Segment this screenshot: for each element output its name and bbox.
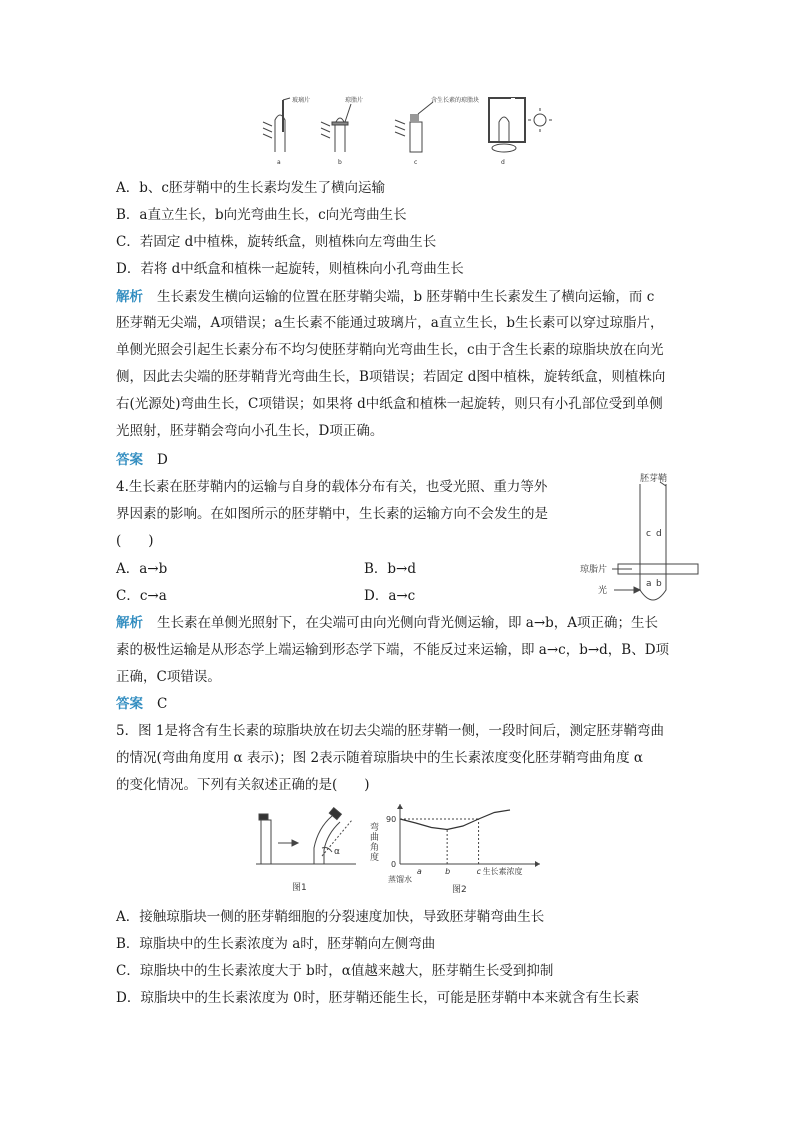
q5-option-b: B．琼脂块中的生长素浓度为 a时，胚芽鞘向左侧弯曲: [116, 936, 436, 952]
label-agar-block: 含生长素的琼脂块: [431, 97, 480, 104]
label-a: a: [277, 159, 281, 166]
figure-coleoptile-setups: [245, 92, 565, 172]
q3-option-d: D．若将 d中纸盒和植株一起旋转，则植株向小孔弯曲生长: [116, 261, 464, 277]
chart-xlabel: 生长素浓度: [482, 867, 523, 876]
analysis-tag: 解析: [116, 615, 143, 631]
figure-q5-fig2-chart: [370, 800, 550, 896]
chart-y-arrow: [397, 804, 403, 809]
q3-analysis-line-1: 解析 生长素发生横向运输的位置在胚芽鞘尖端，b 胚芽鞘中生长素发生了横向运输，而 c: [116, 289, 655, 305]
chart-ylabel-2: 曲: [370, 833, 380, 843]
q5-stem-line-1: 5．图 1是将含有生长素的琼脂块放在切去尖端的胚芽鞘一侧，一段时间后，测定胚芽鞘弯曲: [116, 723, 664, 739]
chart-series-line: [400, 810, 510, 830]
fig4-a: a: [646, 579, 652, 589]
chart-xtick-c: c: [476, 867, 481, 876]
fig4-c: c: [646, 529, 651, 539]
q4-option-a: A．a→b: [116, 561, 168, 577]
chart-x-origin-label: 蒸馏水: [388, 875, 412, 884]
q4-answer: 答案 C: [116, 696, 168, 712]
q3-analysis-line-4: 侧，因此去尖端的胚芽鞘背光弯曲生长，B项错误；若固定 d图中植株，旋转纸盒，则植株向: [116, 369, 666, 385]
q4-analysis-line-2: 素的极性运输是从形态学上端运输到形态学下端，不能反过来运输，即 a→c，b→d，B、D项: [116, 642, 670, 658]
chart-ylabel-4: 度: [370, 853, 380, 863]
fig4-title: 胚芽鞘: [640, 474, 668, 484]
q3-option-a: A．b、c胚芽鞘中的生长素均发生了横向运输: [116, 180, 385, 196]
chart-ylabel-1: 弯: [370, 823, 380, 833]
fig4-b: b: [656, 579, 662, 589]
analysis-tag: 解析: [116, 289, 143, 305]
figure-q5-fig1: [256, 806, 366, 896]
answer-tag: 答案: [116, 452, 143, 468]
q4-option-d: D．a→c: [364, 588, 416, 604]
q4-stem-line-1: 4.生长素在胚芽鞘内的运输与自身的载体分布有关，也受光照、重力等外: [116, 479, 548, 495]
q4-analysis-line-1: 解析 生长素在单侧光照射下，在尖端可由向光侧向背光侧运输，即 a→b，A项正确；生长: [116, 615, 659, 631]
chart-ylabel-3: 角: [370, 843, 380, 853]
fig4-d: d: [656, 529, 662, 539]
q3-analysis-line-5: 右(光源处)弯曲生长，C项错误；如果将 d中纸盒和植株一起旋转，则只有小孔部位受到单侧: [116, 396, 663, 412]
q4-option-b: B．b→d: [364, 561, 417, 577]
q5-stem-line-2: 的情况(弯曲角度用 α 表示)；图 2表示随着琼脂块中的生长素浓度变化胚芽鞘弯曲角度 α: [116, 750, 644, 766]
label-b: b: [338, 159, 342, 166]
label-agar: 琼脂片: [345, 97, 364, 104]
fig1-alpha: α: [334, 847, 340, 857]
chart-ytick-90: 90: [386, 815, 397, 824]
chart-xtick-a: a: [416, 867, 422, 876]
figure-coleoptile-agar: [580, 472, 700, 612]
label-c: c: [414, 159, 418, 166]
chart-ytick-0: 0: [391, 860, 397, 869]
q3-answer: 答案 D: [116, 452, 168, 468]
q5-option-a: A．接触琼脂块一侧的胚芽鞘细胞的分裂速度加快，导致胚芽鞘弯曲生长: [116, 909, 545, 925]
label-glass: 玻璃片: [292, 97, 311, 104]
q3-option-c: C．若固定 d中植株，旋转纸盒，则植株向左弯曲生长: [116, 234, 437, 250]
fig1-caption: 图1: [292, 883, 307, 893]
chart-x-arrow: [535, 861, 540, 867]
fig4-light: 光: [598, 586, 608, 596]
q4-stem-line-3: ( ): [116, 533, 154, 549]
q4-analysis-line-3: 正确，C项错误。: [116, 669, 221, 685]
q3-analysis-line-2: 胚芽鞘无尖端，A项错误；a生长素不能通过玻璃片，a直立生长，b生长素可以穿过琼脂片，: [116, 315, 664, 331]
answer-tag: 答案: [116, 696, 143, 712]
fig4-agar: 琼脂片: [580, 565, 608, 575]
q3-option-b: B．a直立生长，b向光弯曲生长，c向光弯曲生长: [116, 207, 407, 223]
q4-option-c: C．c→a: [116, 588, 167, 604]
q4-stem-line-2: 界因素的影响。在如图所示的胚芽鞘中，生长素的运输方向不会发生的是: [116, 506, 548, 522]
q3-analysis-line-3: 单侧光照会引起生长素分布不均匀使胚芽鞘向光弯曲生长，c由于含生长素的琼脂块放在向光: [116, 342, 664, 358]
q5-stem-line-3: 的变化情况。下列有关叙述正确的是( ): [116, 777, 370, 793]
chart-caption: 图2: [452, 885, 467, 895]
q5-option-c: C．琼脂块中的生长素浓度大于 b时，α值越来越大，胚芽鞘生长受到抑制: [116, 963, 554, 979]
q3-analysis-line-6: 光照射，胚芽鞘会弯向小孔生长，D项正确。: [116, 423, 384, 439]
label-d: d: [501, 159, 505, 166]
chart-xtick-b: b: [445, 867, 451, 876]
q5-option-d: D．琼脂块中的生长素浓度为 0时，胚芽鞘还能生长，可能是胚芽鞘中本来就含有生长素: [116, 990, 640, 1006]
